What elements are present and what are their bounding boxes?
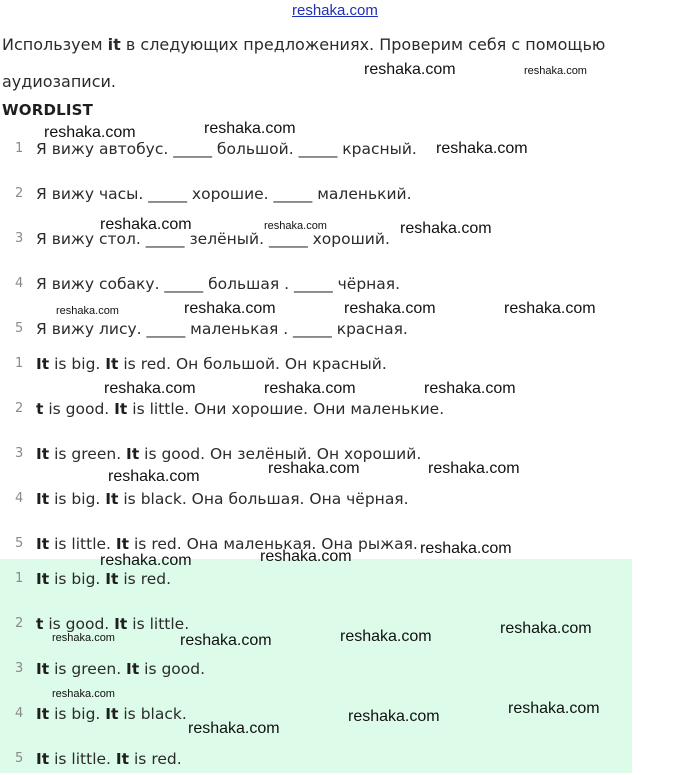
item-number: 2 (15, 401, 24, 416)
item-number: 3 (15, 446, 24, 461)
text-part: is big. (49, 355, 106, 373)
item-text (36, 533, 418, 555)
text-part: is good. Он зелёный. Он хороший. (139, 445, 422, 463)
text-part: is big. (49, 570, 106, 588)
watermark: reshaka.com (508, 700, 600, 717)
pronoun: It (126, 445, 140, 463)
item-number: 4 (15, 706, 24, 721)
watermark: reshaka.com (340, 628, 432, 645)
pronoun: It (36, 445, 50, 463)
item-text (36, 398, 444, 420)
watermark: reshaka.com (260, 548, 352, 565)
watermark: reshaka.com (348, 708, 440, 725)
text-part: is little. (49, 535, 116, 553)
watermark: reshaka.com (424, 380, 516, 397)
pronoun: It (105, 705, 119, 723)
item-number: 1 (15, 141, 24, 156)
pronoun: It (36, 660, 50, 678)
item-number: 2 (15, 186, 24, 201)
watermark: reshaka.com (344, 300, 436, 317)
text-part: is big. (49, 705, 106, 723)
intro-paragraph (2, 26, 632, 100)
item-number: 5 (15, 321, 24, 336)
watermark: reshaka.com (436, 140, 528, 157)
watermark: reshaka.com (428, 460, 520, 477)
item-text (36, 703, 187, 725)
watermark: reshaka.com (100, 216, 192, 233)
item-number: 3 (15, 231, 24, 246)
text-part: is red. (129, 750, 182, 768)
item-number: 3 (15, 661, 24, 676)
watermark: reshaka.com (104, 380, 196, 397)
watermark: reshaka.com (52, 688, 115, 700)
watermark: reshaka.com (108, 468, 200, 485)
item-number: 1 (15, 356, 24, 371)
item-text (36, 658, 205, 680)
text-part: is big. (49, 490, 106, 508)
watermark: reshaka.com (400, 220, 492, 237)
text-part: is good. (139, 660, 206, 678)
pronoun: It (105, 355, 119, 373)
text-part: is good. (43, 615, 115, 633)
item-text: Я вижу собаку. _____ большая . _____ чёрная. (36, 275, 401, 293)
item-text: Я вижу стол. _____ зелёный. _____ хороший. (36, 230, 390, 248)
intro-text-1: Используем (2, 35, 108, 54)
pronoun: It (36, 750, 50, 768)
text-part: is little. (49, 750, 116, 768)
watermark: reshaka.com (188, 720, 280, 737)
watermark: reshaka.com (52, 632, 115, 644)
pronoun: It (114, 615, 128, 633)
text-part: is black. Она большая. Она чёрная. (118, 490, 409, 508)
item-text (36, 568, 171, 590)
item-number: 2 (15, 616, 24, 631)
site-link[interactable]: reshaka.com (292, 2, 378, 19)
item-text (36, 443, 421, 465)
watermark: reshaka.com (100, 552, 192, 569)
intro-keyword: it (107, 35, 121, 54)
pronoun: It (36, 490, 50, 508)
item-number: 5 (15, 536, 24, 551)
watermark: reshaka.com (184, 300, 276, 317)
pronoun: It (115, 750, 130, 768)
text-part: is red. Он большой. Он красный. (118, 355, 387, 373)
item-number: 1 (15, 571, 24, 586)
intro-text-2: в следующих предложениях. Проверим себя с помощью аудиозаписи. (2, 35, 606, 91)
text-part: is little. (127, 615, 190, 633)
wordlist-heading: WORDLIST (2, 101, 94, 119)
watermark: reshaka.com (268, 460, 360, 477)
watermark: reshaka.com (264, 380, 356, 397)
pronoun: t (36, 400, 44, 418)
watermark: reshaka.com (524, 65, 587, 77)
pronoun: It (126, 660, 140, 678)
text-part: is red. (118, 570, 172, 588)
watermark: reshaka.com (264, 220, 327, 232)
item-text (36, 353, 387, 375)
pronoun: It (115, 535, 130, 553)
watermark: reshaka.com (420, 540, 512, 557)
pronoun: It (36, 355, 50, 373)
watermark: reshaka.com (180, 632, 272, 649)
pronoun: It (36, 705, 50, 723)
watermark: reshaka.com (56, 305, 119, 317)
watermark: reshaka.com (500, 620, 592, 637)
watermark: reshaka.com (204, 120, 296, 137)
watermark: reshaka.com (504, 300, 596, 317)
pronoun: t (36, 615, 44, 633)
item-number: 4 (15, 276, 24, 291)
pronoun: It (105, 490, 119, 508)
watermark: reshaka.com (364, 61, 456, 78)
item-text (36, 748, 182, 770)
item-text: Я вижу лису. _____ маленькая . _____ красная. (36, 320, 408, 338)
text-part: is good. (43, 400, 115, 418)
pronoun: It (36, 535, 50, 553)
text-part: is black. (118, 705, 187, 723)
item-text: Я вижу автобус. _____ большой. _____ красный. (36, 140, 417, 158)
item-number: 5 (15, 751, 24, 766)
text-part: is little. Они хорошие. Они маленькие. (127, 400, 445, 418)
text-part: is green. (49, 660, 127, 678)
item-number: 4 (15, 491, 24, 506)
item-text: Я вижу часы. _____ хорошие. _____ маленький. (36, 185, 412, 203)
pronoun: It (105, 570, 119, 588)
watermark: reshaka.com (44, 124, 136, 141)
pronoun: It (114, 400, 128, 418)
text-part: is red. Она маленькая. Она рыжая. (129, 535, 418, 553)
item-text (36, 488, 409, 510)
pronoun: It (36, 570, 50, 588)
text-part: is green. (49, 445, 127, 463)
